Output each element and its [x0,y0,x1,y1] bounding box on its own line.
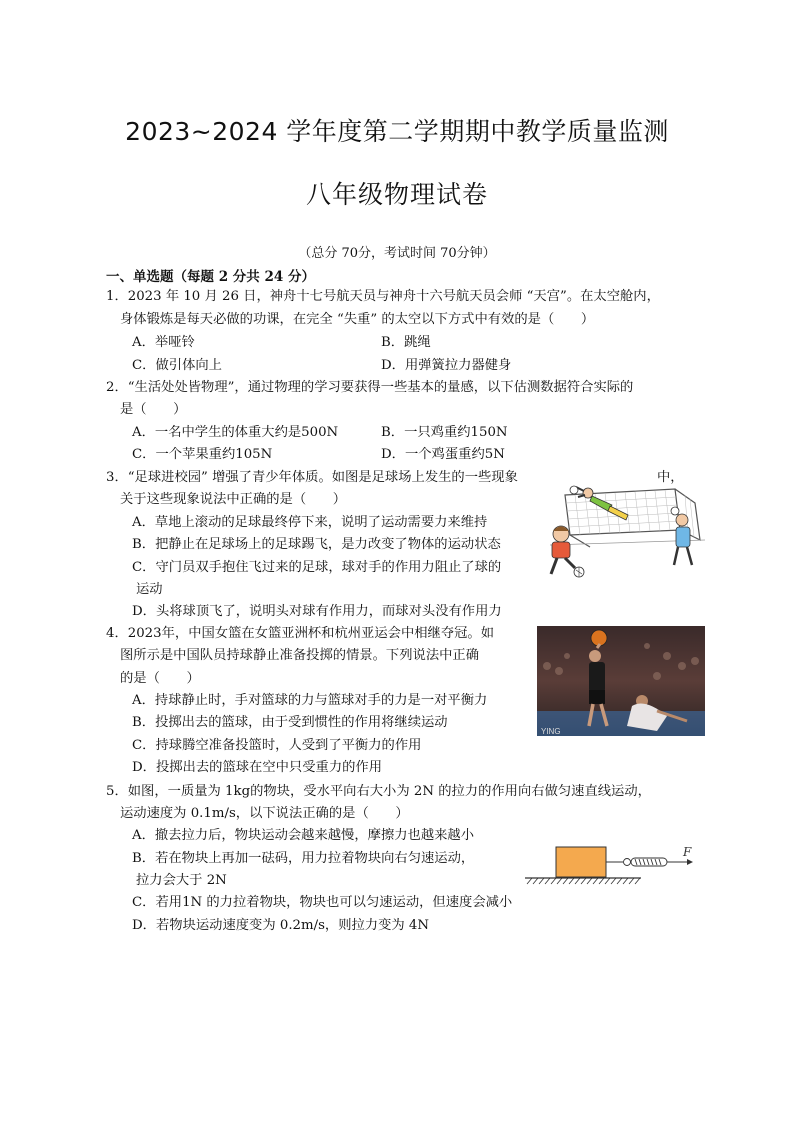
q4-option-a: A．持球静止时，手对篮球的力与篮球对手的力是一对平衡力 [132,693,488,708]
q1-option-a: A．举哑铃 [132,335,195,350]
header-player-figure [671,507,692,565]
q4-option-d: D．投掷出去的篮球在空中只受重力的作用 [132,760,383,775]
q5-line1: 5．如图，一质量为 1kg的物块，受水平向右大小为 2N 的拉力的作用向右做匀速直线运动， [106,784,651,799]
q4-option-b: B．投掷出去的篮球，由于受到惯性的作用将继续运动 [132,715,448,730]
q4-line2: 图所示是中国队员持球静止准备投掷的情景。下列说法中正确 [120,648,480,663]
q2-line1: 2．“生活处处皆物理”，通过物理的学习要获得一些基本的量感，以下估测数据符合实际的 [106,380,634,395]
q5-option-d: D．若物块运动速度变为 0.2m/s，则拉力变为 4N [132,918,430,933]
kicker-illustration [543,522,593,582]
q5-line2: 运动速度为 0.1m/s，以下说法正确的是（ ） [120,806,409,821]
q1-line2: 身体锻炼是每天必做的功课，在完全 “失重” 的太空以下方式中有效的是（ ） [120,312,595,327]
q2-option-d: D．一个鸡蛋重约5N [381,447,505,462]
q3-line1: 3．“足球进校园” 增强了青少年体质。如图是足球场上发生的一些现象 [106,470,518,485]
q5-option-a: A．撤去拉力后，物块运动会越来越慢，摩擦力也越来越小 [132,828,475,843]
basketball-photo [537,626,705,736]
q5-option-b: B．若在物块上再加一砝码，用力拉着物块向右匀速运动， [132,851,475,866]
q4-option-c: C．持球腾空准备投篮时，人受到了平衡力的作用 [132,738,422,753]
q1-option-b: B．跳绳 [381,335,431,350]
q3-line2: 关于这些现象说法中正确的是（ ） [120,492,347,507]
q4-line1: 4．2023年，中国女篮在女篮亚洲杯和杭州亚运会中相继夺冠。如 [106,626,495,641]
block-shape [556,847,606,877]
exam-title: 2023~2024 学年度第二学期期中教学质量监测 [125,117,669,146]
q2-option-a: A．一名中学生的体重大约是500N [132,425,339,440]
q2-line2: 是（ ） [120,402,187,417]
q5-option-c: C．若用1N 的力拉着物块，物块也可以匀速运动，但速度会减小 [132,895,513,910]
q3-line1-end: 中， [657,470,684,485]
spring-scale [606,858,691,866]
q2-option-b: B．一只鸡重约150N [381,425,508,440]
section-heading: 一、单选题（每题 2 分共 24 分） [106,269,315,285]
q5-option-b-cont: 拉力会大于 2N [136,873,227,888]
photo-watermark: YING [541,727,561,736]
q1-option-d: D．用弹簧拉力器健身 [381,358,512,373]
q3-option-c: C．守门员双手抱住飞过来的足球，球对手的作用力阻止了球的 [132,560,502,575]
force-label: F [683,845,692,859]
q2-option-c: C．一个苹果重约105N [132,447,273,462]
force-arrow-icon [687,859,693,865]
exam-subtitle: 八年级物理试卷 [305,180,488,209]
q4-line3: 的是（ ） [120,671,200,686]
q3-option-b: B．把静止在足球场上的足球踢飞，是力改变了物体的运动状态 [132,537,501,552]
q3-option-c-cont: 运动 [136,582,163,597]
block-spring-diagram [523,842,703,886]
q1-option-c: C．做引体向上 [132,358,222,373]
q3-option-d: D．头将球顶飞了，说明头对球有作用力，而球对头没有作用力 [132,604,502,619]
q1-line1: 1．2023 年 10 月 26 日，神舟十七号航天员与神舟十六号航天员会师 “天宫”。在太空舱内， [106,289,660,304]
q3-option-a: A．草地上滚动的足球最终停下来，说明了运动需要力来维持 [132,515,488,530]
exam-info: （总分 70分，考试时间 70分钟） [298,246,496,261]
